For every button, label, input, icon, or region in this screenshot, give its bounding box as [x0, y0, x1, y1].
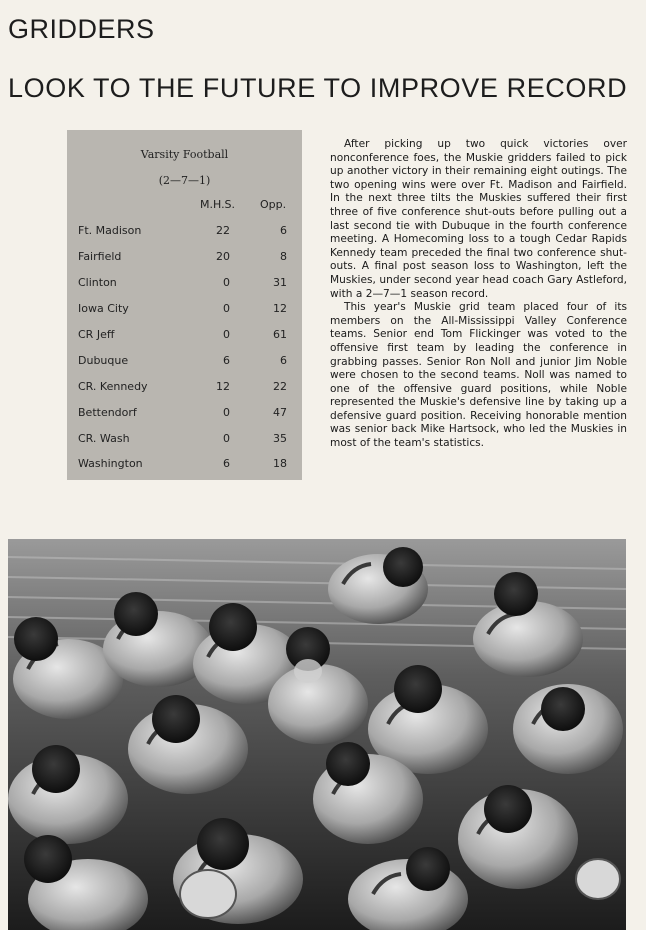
team-huddle-photo: [8, 539, 626, 930]
opp-score: 12: [273, 302, 287, 315]
game-row: [67, 406, 302, 424]
opponent-name: Clinton: [78, 276, 117, 289]
mhs-score: 22: [216, 224, 230, 237]
article-text: [330, 138, 627, 451]
opp-score: 47: [273, 406, 287, 419]
mhs-score: 0: [223, 406, 230, 419]
season-record: (2—7—1): [158, 174, 211, 187]
opponent-name: Bettendorf: [78, 406, 137, 419]
opp-score: 61: [273, 328, 287, 341]
game-row: [67, 354, 302, 372]
mhs-score: 20: [216, 250, 230, 263]
game-row: [67, 380, 302, 398]
opp-score: 6: [280, 354, 287, 367]
column-header-mhs: M.H.S.: [200, 198, 236, 211]
section-title: GRIDDERS: [8, 14, 155, 44]
opponent-name: Ft. Madison: [78, 224, 142, 237]
game-row: [67, 328, 302, 346]
game-row: [67, 250, 302, 268]
opp-score: 8: [280, 250, 287, 263]
opp-score: 31: [273, 276, 287, 289]
opp-score: 22: [273, 380, 287, 393]
article-paragraph: After picking up two quick victories over nonconference foes, the Muskie gridders failed to pick up another victory in their remaining eight outings. The two opening wins were over Ft. Madison and Fairfield. In the next three tilts the Muskies suffered their first three of five conference shut-outs before pulling out a last second tie with Dubuque in the fourth conference meeting. A Homecoming loss to a tough Cedar Rapids Kennedy team preceded the final two conference shut-outs. A final post season loss to Washington, left the Muskies, under second year head coach Gary Astleford, with a 2—7—1 season record.: [330, 138, 627, 300]
mhs-score: 0: [223, 432, 230, 445]
opponent-name: Dubuque: [78, 354, 129, 367]
opponent-name: CR. Kennedy: [78, 380, 148, 393]
headline: LOOK TO THE FUTURE TO IMPROVE RECORD: [8, 73, 628, 103]
mhs-score: 6: [223, 354, 230, 367]
mhs-score: 12: [216, 380, 230, 393]
mhs-score: 0: [223, 276, 230, 289]
game-row: [67, 457, 302, 475]
mhs-score: 6: [223, 457, 230, 470]
game-row: [67, 302, 302, 320]
opp-score: 35: [273, 432, 287, 445]
opp-score: 6: [280, 224, 287, 237]
opponent-name: Iowa City: [78, 302, 129, 315]
opp-score: 18: [273, 457, 287, 470]
opponent-name: CR Jeff: [78, 328, 115, 341]
huddle-photo-illustration: [8, 539, 626, 930]
game-row: [67, 432, 302, 450]
opponent-name: CR. Wash: [78, 432, 130, 445]
column-header-opp: Opp.: [260, 198, 287, 211]
mhs-score: 0: [223, 302, 230, 315]
opponent-name: Fairfield: [78, 250, 122, 263]
scoreboard-title: Varsity Football: [140, 148, 229, 161]
game-row: [67, 276, 302, 294]
article-paragraph: This year's Muskie grid team placed four of its members on the All-Mississippi Valley Conference teams. Senior end Tom Flickinger was voted to the offensive first team by leading the conference in grabbing passes. Senior Ron Noll and junior Jim Noble were chosen to the second teams. Noll was named to one of the offensive guard positions, while Noble represented the Muskie's defensive line by taking up a defensive guard position. Receiving honorable mention was senior back Mike Hartsock, who led the Muskies in most of the team's statistics.: [330, 301, 627, 450]
opponent-name: Washington: [78, 457, 143, 470]
game-row: [67, 224, 302, 242]
mhs-score: 0: [223, 328, 230, 341]
scoreboard-table: [67, 130, 302, 480]
